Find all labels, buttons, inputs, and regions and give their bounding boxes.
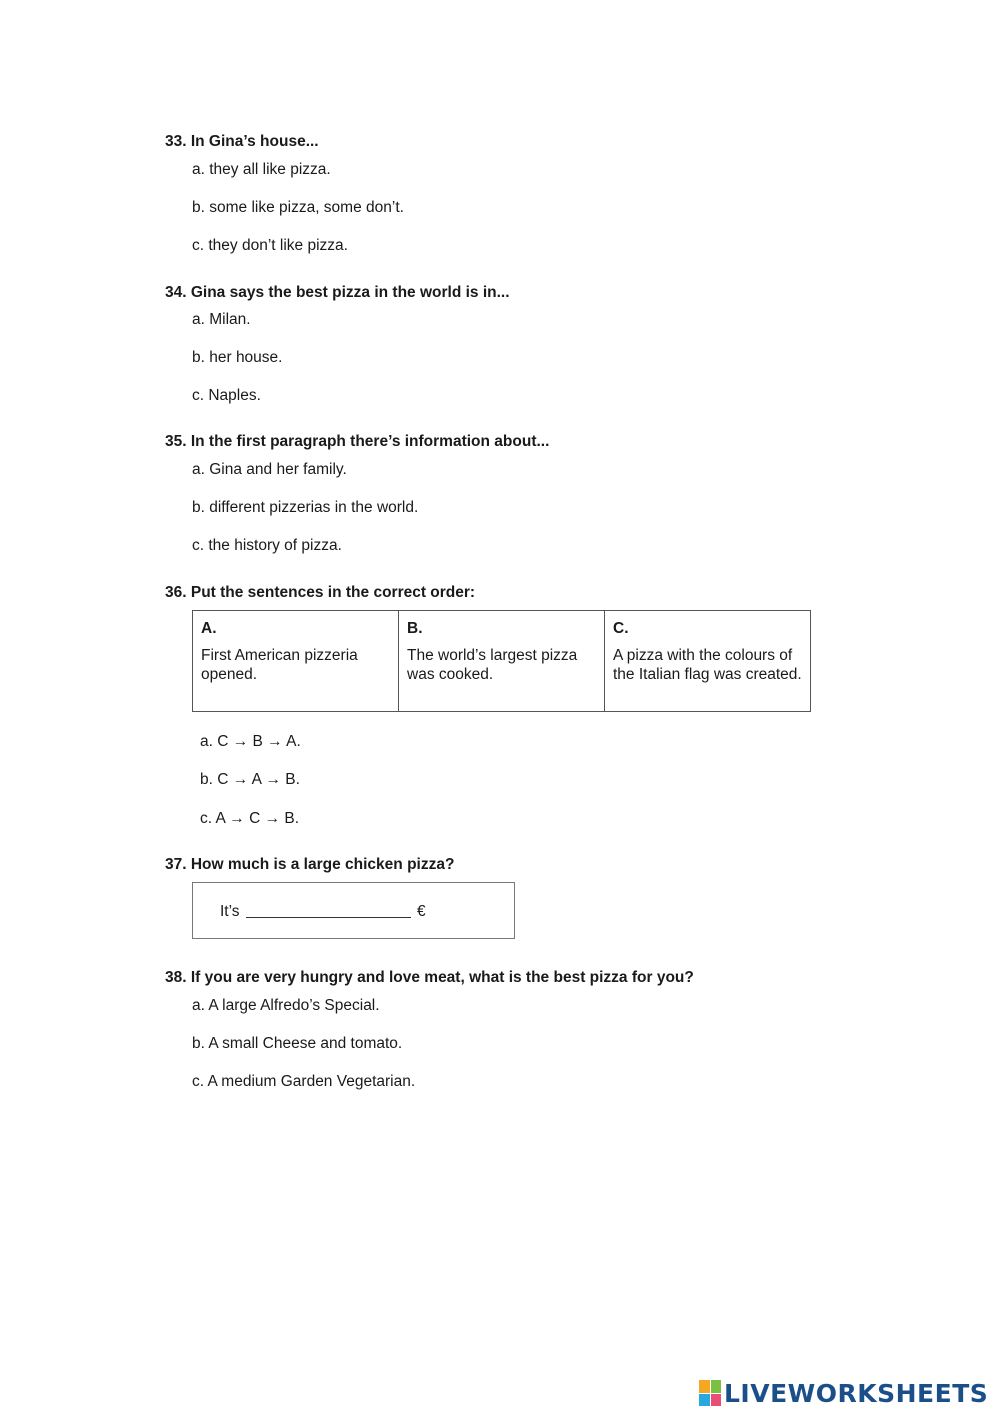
question-36-option-b[interactable]: b. C → A → B. <box>200 771 300 788</box>
order-cell-b-text: The world’s largest pizza was cooked. <box>407 647 578 683</box>
question-38-option-b[interactable]: b. A small Cheese and tomato. <box>192 1035 403 1052</box>
question-34-option-a[interactable]: a. Milan. <box>192 311 251 328</box>
question-33-option-a[interactable]: a. they all like pizza. <box>192 161 331 178</box>
logo-text: LIVEWORKSHEETS <box>724 1378 989 1408</box>
answer-box <box>192 882 515 939</box>
order-table <box>192 610 811 712</box>
order-cell-b <box>399 611 605 712</box>
euro-symbol: € <box>417 903 426 920</box>
question-36-option-c[interactable]: c. A → C → B. <box>200 810 300 827</box>
question-38-title: 38. If you are very hungry and love meat, what is the best pizza for you? <box>165 969 694 986</box>
order-cell-a <box>193 611 399 712</box>
order-cell-a-text: First American pizzeria opened. <box>201 647 358 683</box>
order-cell-b-head: B. <box>407 620 423 637</box>
question-36-title: 36. Put the sentences in the correct order: <box>165 584 476 601</box>
question-38-option-a[interactable]: a. A large Alfredo’s Special. <box>192 997 380 1014</box>
question-37-title: 37. How much is a large chicken pizza? <box>165 856 455 873</box>
question-35-option-b[interactable]: b. different pizzerias in the world. <box>192 499 419 516</box>
order-cell-a-head: A. <box>201 620 217 637</box>
order-cell-c <box>605 611 811 712</box>
answer-blank-input[interactable] <box>246 917 411 918</box>
question-36-option-a[interactable]: a. C → B → A. <box>200 733 301 750</box>
question-33-option-c[interactable]: c. they don’t like pizza. <box>192 237 348 254</box>
order-cell-c-text: A pizza with the colours of the Italian flag was created. <box>613 647 802 683</box>
question-34-title: 34. Gina says the best pizza in the world is in... <box>165 284 510 301</box>
question-33-option-b[interactable]: b. some like pizza, some don’t. <box>192 199 404 216</box>
question-35-title: 35. In the first paragraph there’s information about... <box>165 433 550 450</box>
answer-prefix: It’s <box>220 903 240 920</box>
order-cell-c-head: C. <box>613 620 629 637</box>
liveworksheets-logo <box>699 1378 988 1408</box>
question-33-title: 33. In Gina’s house... <box>165 133 319 150</box>
question-35-option-c[interactable]: c. the history of pizza. <box>192 537 342 554</box>
question-34-option-b[interactable]: b. her house. <box>192 349 283 366</box>
question-35-option-a[interactable]: a. Gina and her family. <box>192 461 347 478</box>
question-38-option-c[interactable]: c. A medium Garden Vegetarian. <box>192 1073 416 1090</box>
logo-mark-icon <box>699 1380 721 1406</box>
question-34-option-c[interactable]: c. Naples. <box>192 387 261 404</box>
